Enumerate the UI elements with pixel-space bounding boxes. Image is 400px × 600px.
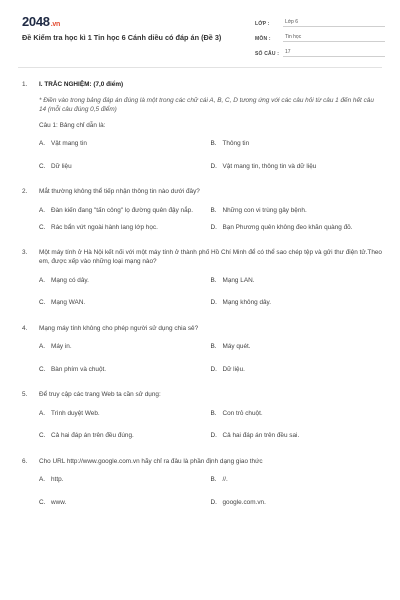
- question-number: 6.: [22, 457, 28, 465]
- question-number: 5.: [22, 391, 28, 398]
- section-title: I. TRẮC NGHIỆM: (7,0 điểm): [39, 81, 124, 88]
- option-a[interactable]: A. http.: [39, 476, 64, 483]
- meta-label: MÔN :: [255, 36, 271, 42]
- meta-row-class: [255, 15, 385, 27]
- meta-row-subject: [255, 30, 385, 42]
- option-c[interactable]: C. www.: [39, 498, 67, 506]
- question-3: [22, 248, 382, 308]
- meta-value: Tin học: [283, 34, 385, 42]
- option-b[interactable]: B. Con trỏ chuột.: [210, 409, 263, 417]
- option-d[interactable]: D. Bạn Phương quên không đeo khăn quàng đỏ.: [210, 224, 353, 231]
- option-d[interactable]: D. Cả hai đáp án trên đều sai.: [210, 432, 300, 439]
- answer-options: [39, 139, 382, 171]
- option-b[interactable]: B. //.: [210, 476, 228, 483]
- option-b[interactable]: B. Thông tin: [210, 140, 250, 147]
- option-a[interactable]: A. Đàn kiến đang "tấn công" lọ đường quên đậy nắp.: [39, 206, 193, 214]
- question-6: [22, 457, 382, 508]
- option-b[interactable]: B. Mạng LAN.: [210, 276, 255, 284]
- option-c[interactable]: C. Bàn phím và chuột.: [39, 365, 107, 373]
- answer-options: [39, 475, 382, 507]
- header-divider: [18, 67, 382, 68]
- question-text: Một máy tính ở Hà Nội kết nối với một máy tính ở thành phố Hồ Chí Minh để có thể sao chép tệp và gửi thư điện tử.Theo em, được xếp vào những loại mạng nào?: [39, 248, 382, 265]
- meta-value: 17: [283, 49, 385, 57]
- question-list: [22, 80, 382, 507]
- meta-row-count: [255, 45, 385, 57]
- option-a[interactable]: A. Trình duyệt Web.: [39, 409, 100, 417]
- question-text: Mạng máy tính không cho phép người sử dụng chia sẻ?: [39, 324, 199, 332]
- option-a[interactable]: A. Mạng có dây.: [39, 276, 89, 284]
- question-number: 4.: [22, 324, 28, 332]
- meta-label: SỐ CÂU :: [255, 51, 280, 57]
- question-1: [22, 80, 382, 171]
- option-b[interactable]: B. Máy quét.: [210, 343, 251, 350]
- option-a[interactable]: A. Máy in.: [39, 343, 72, 350]
- logo-tld: .vn: [50, 21, 60, 28]
- answer-options: [39, 206, 382, 233]
- section-instructions: * Điền vào trong bảng đáp án đúng là một trong các chữ cái A, B, C, D tương ứng với các câu hỏi từ câu 1 đến hết câu 14 (mỗi câu đúng 0,5 điểm): [39, 96, 374, 113]
- option-d[interactable]: D. google.com.vn.: [210, 498, 266, 506]
- question-text: Cho URL http://www.google.com.vn hãy chỉ ra đâu là phần định dạng giao thức: [39, 457, 263, 465]
- option-d[interactable]: D. Mạng không dây.: [210, 299, 272, 306]
- option-c[interactable]: C. Cả hai đáp án trên đều đúng.: [39, 432, 134, 439]
- answer-options: [39, 342, 382, 374]
- logo-number: 2048: [22, 14, 50, 29]
- question-text: Câu 1: Bảng chỉ dẫn là:: [39, 121, 106, 129]
- option-b[interactable]: B. Những con vi trùng gây bệnh.: [210, 206, 307, 214]
- question-5: [22, 390, 382, 441]
- option-d[interactable]: D. Vật mang tin, thông tin và dữ liệu: [210, 162, 317, 170]
- question-text: Mắt thường không thể tiếp nhận thông tin nào dưới đây?: [39, 188, 200, 195]
- option-a[interactable]: A. Vật mang tin: [39, 140, 87, 147]
- question-2: [22, 187, 382, 233]
- question-text: Để truy cập các trang Web ta cần sử dụng:: [39, 391, 161, 398]
- answer-options: [39, 276, 382, 308]
- option-c[interactable]: C. Rác bẩn vứt ngoài hành lang lớp học.: [39, 224, 158, 231]
- answer-options: [39, 409, 382, 441]
- site-logo[interactable]: [22, 14, 60, 29]
- option-c[interactable]: C. Mạng WAN.: [39, 299, 86, 306]
- option-d[interactable]: D. Dữ liệu.: [210, 365, 245, 373]
- document-meta: [255, 15, 385, 60]
- meta-label: LỚP :: [255, 21, 270, 27]
- question-number: 2.: [22, 188, 28, 195]
- question-4: [22, 324, 382, 375]
- option-c[interactable]: C. Dữ liệu: [39, 162, 72, 170]
- question-number: 3.: [22, 248, 28, 256]
- document-title: Đề Kiểm tra học kì 1 Tin học 6 Cánh diều có đáp án (Đề 3): [22, 33, 222, 42]
- document-header: [0, 0, 400, 62]
- meta-value: Lớp 6: [283, 19, 385, 27]
- question-number: 1.: [22, 81, 28, 88]
